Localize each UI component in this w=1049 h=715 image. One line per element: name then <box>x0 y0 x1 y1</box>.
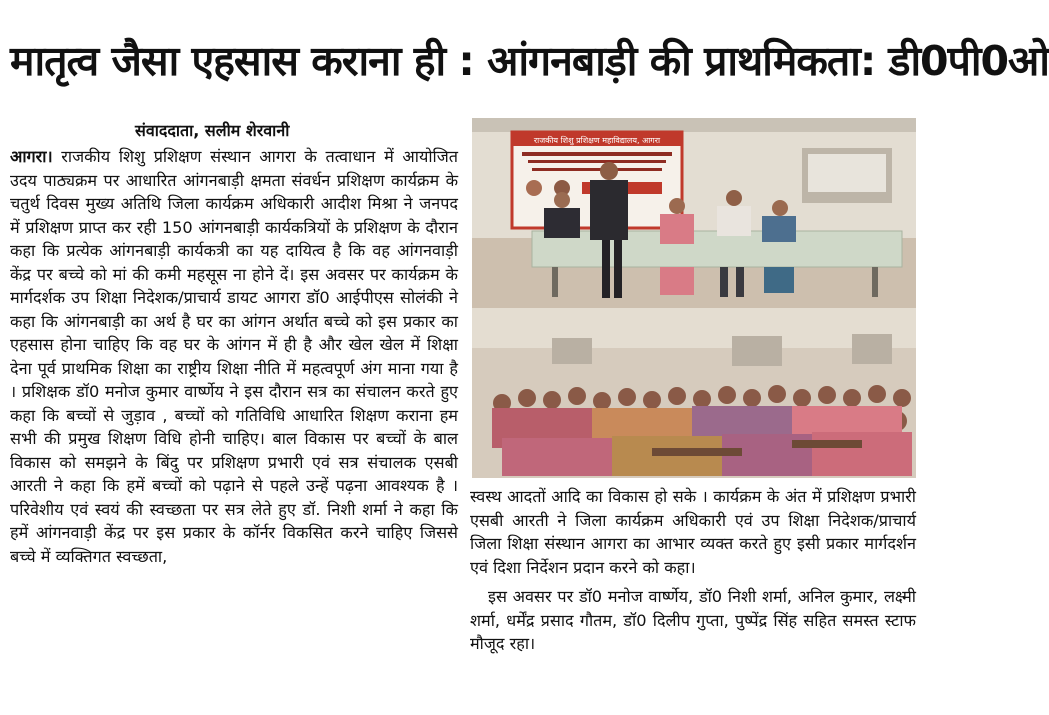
byline: संवाददाता, सलीम शेरवानी <box>135 121 290 140</box>
dateline: आगरा। <box>10 147 53 166</box>
article-column-right <box>470 485 916 713</box>
body-right-paragraph-2: इस अवसर पर डॉ0 मनोज वार्ष्णेय, डॉ0 निशी शर्मा, अनिल कुमार, लक्ष्मी शर्मा, धर्मेंद्र प्रसाद गौतम, डॉ0 दिलीप गुप्ता, पुष्पेंद्र सिंह सहित समस्त स्टाफ मौजूद रहा। <box>470 587 916 653</box>
photo-audience-trainees <box>472 308 916 478</box>
body-left-text: राजकीय शिशु प्रशिक्षण संस्थान आगरा के तत्वाधान में आयोजित उदय पाठ्यक्रम पर आधारित आंगनबाड़ी क्षमता संवर्धन प्रशिक्षण कार्यक्रम के चतुर्थ दिवस मुख्य अतिथि जिला कार्यक्रम अधिकारी आदीश मिश्रा ने जनपद में प्रशिक्षण प्राप्त कर रही 150 आंगनबाड़ी कार्यकत्रियों के प्रशिक्षण के दौरान कहा कि प्रत्येक आंगनबाड़ी कार्यकत्री का यह दायित्व है कि वह आंगनवाड़ी केंद्र पर बच्चे को मां की कमी महसूस ना होने दें। इस अवसर पर कार्यक्रम के मार्गदर्शक उप शिक्षा निदेशक/प्राचार्य डायट आगरा डॉ0 आईपीएस सोलंकी ने कहा कि आंगनबाड़ी का अर्थ है घर का आंगन अर्थात बच्चे को इस प्रकार का एहसास होना चाहिए कि वह घर के आंगन में ही है और खेल खेल में शिक्षा देना पूर्व प्राथमिक शिक्षा का राष्ट्रीय शिक्षा नीति में महत्वपूर्ण अंग माना गया है । प्रशिक्षक डॉ0 मनोज कुमार वार्ष्णेय ने इस दौरान सत्र का संचालन करते हुए कहा कि बच्चों से जुड़ाव , बच्चों को गतिविधि आधारित शिक्षण कराना हम सभी की प्रमुख शिक्षण विधि होनी चाहिए। बाल विकास पर बच्चों के बाल विकास को समझने के बिंदु पर प्रशिक्षण प्रभारी एवं सत्र संचालक एसबी आरती ने कहा कि हमें बच्चों को पढ़ाने से पहले उन्हें पढ़ना आवश्यक है । परिवेशीय एवं स्वयं की स्वच्छता पर सत्र लेते हुए डॉ. निशी शर्मा ने कहा कि हमें आंगनवाड़ी केंद्र पर इस प्रकार के कॉर्नर विकसित करने चाहिए जिससे बच्चे में व्यक्तिगत स्वच्छता, <box>10 147 459 566</box>
body-right-paragraph-1: स्वस्थ आदतों आदि का विकास हो सके । कार्यक्रम के अंत में प्रशिक्षण प्रभारी एसबी आरती ने जिला कार्यक्रम अधिकारी एवं उप शिक्षा निदेशक/प्राचार्य जिला शिक्षा संस्थान आगरा का आभार व्यक्त करते हुए इसी प्रकार मार्गदर्शन एवं दिशा निर्देशन प्रदान करने को कहा। <box>470 487 916 577</box>
photo-stage-dignitaries <box>472 118 916 308</box>
headline: मातृत्व जैसा एहसास कराना ही : आंगनबाड़ी की प्राथमिकता: डी0पी0ओ <box>10 37 1049 85</box>
stage-banner-title: राजकीय शिशु प्रशिक्षण महाविद्यालय, आगरा <box>533 136 661 145</box>
article-column-left <box>10 145 458 713</box>
